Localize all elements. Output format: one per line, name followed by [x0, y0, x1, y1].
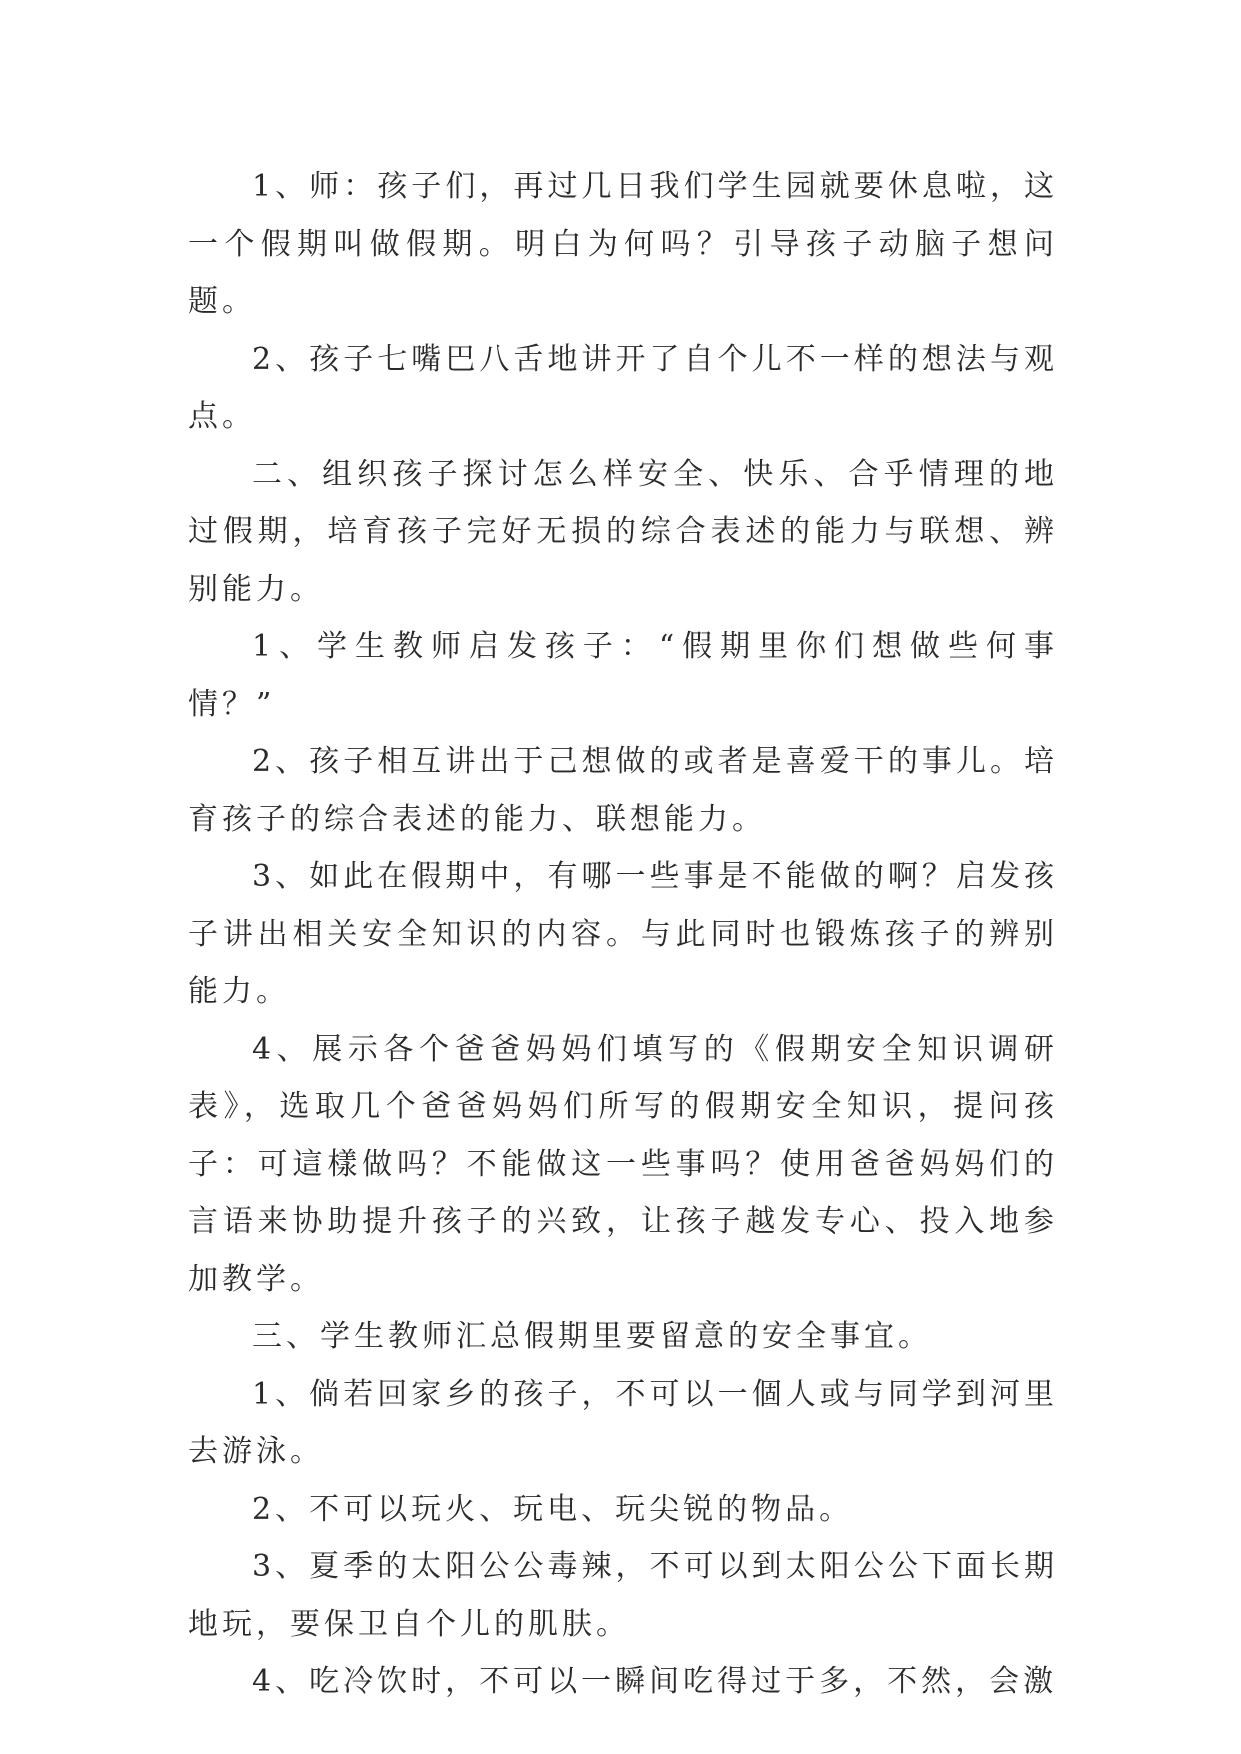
paragraph-9: 3、夏季的太阳公公毒辣，不可以到太阳公公下面长期地玩，要保卫自个儿的肌肤。: [188, 1549, 1058, 1642]
paragraph-3: 1、学生教师启发孩子：“假期里你们想做些何事情？”: [188, 629, 1058, 722]
section-heading-3: 三、学生教师汇总假期里要留意的安全事宜。: [252, 1319, 932, 1354]
paragraph-7: 1、倘若回家乡的孩子，不可以一個人或与同学到河里去游泳。: [188, 1376, 1058, 1469]
paragraph-6: 4、展示各个爸爸妈妈们填写的《假期安全知识调研表》，选取几个爸爸妈妈们所写的假期安全知识，提问孩子：可這樣做吗？不能做这一些事吗？使用爸爸妈妈们的言语来协助提升孩子的兴致，让孩子越发专心、投入地参加教学。: [188, 1031, 1058, 1297]
paragraph-8: 2、不可以玩火、玩电、玩尖锐的物品。: [252, 1491, 854, 1527]
body-text: [188, 158, 1058, 1711]
paragraph-1: 1、师：孩子们，再过几日我们学生园就要休息啦，这一个假期叫做假期。明白为何吗？引导孩子动脑子想问题。: [188, 169, 1058, 319]
paragraph-10: 4、吃冷饮时，不可以一瞬间吃得过于多，不然，会激: [252, 1664, 1058, 1699]
paragraph-2: 2、孩子七嘴巴八舌地讲开了自个儿不一样的想法与观点。: [188, 341, 1058, 434]
section-heading-2: 二、组织孩子探讨怎么样安全、快乐、合乎情理的地过假期，培育孩子完好无损的综合表述的能力与联想、辨别能力。: [188, 456, 1058, 607]
paragraph-4: 2、孩子相互讲出于己想做的或者是喜爱干的事儿。培育孩子的综合表述的能力、联想能力。: [188, 744, 1058, 837]
paragraph-5: 3、如此在假期中，有哪一些事是不能做的啊？启发孩子讲出相关安全知识的内容。与此同时也锻炼孩子的辨别能力。: [188, 859, 1058, 1009]
